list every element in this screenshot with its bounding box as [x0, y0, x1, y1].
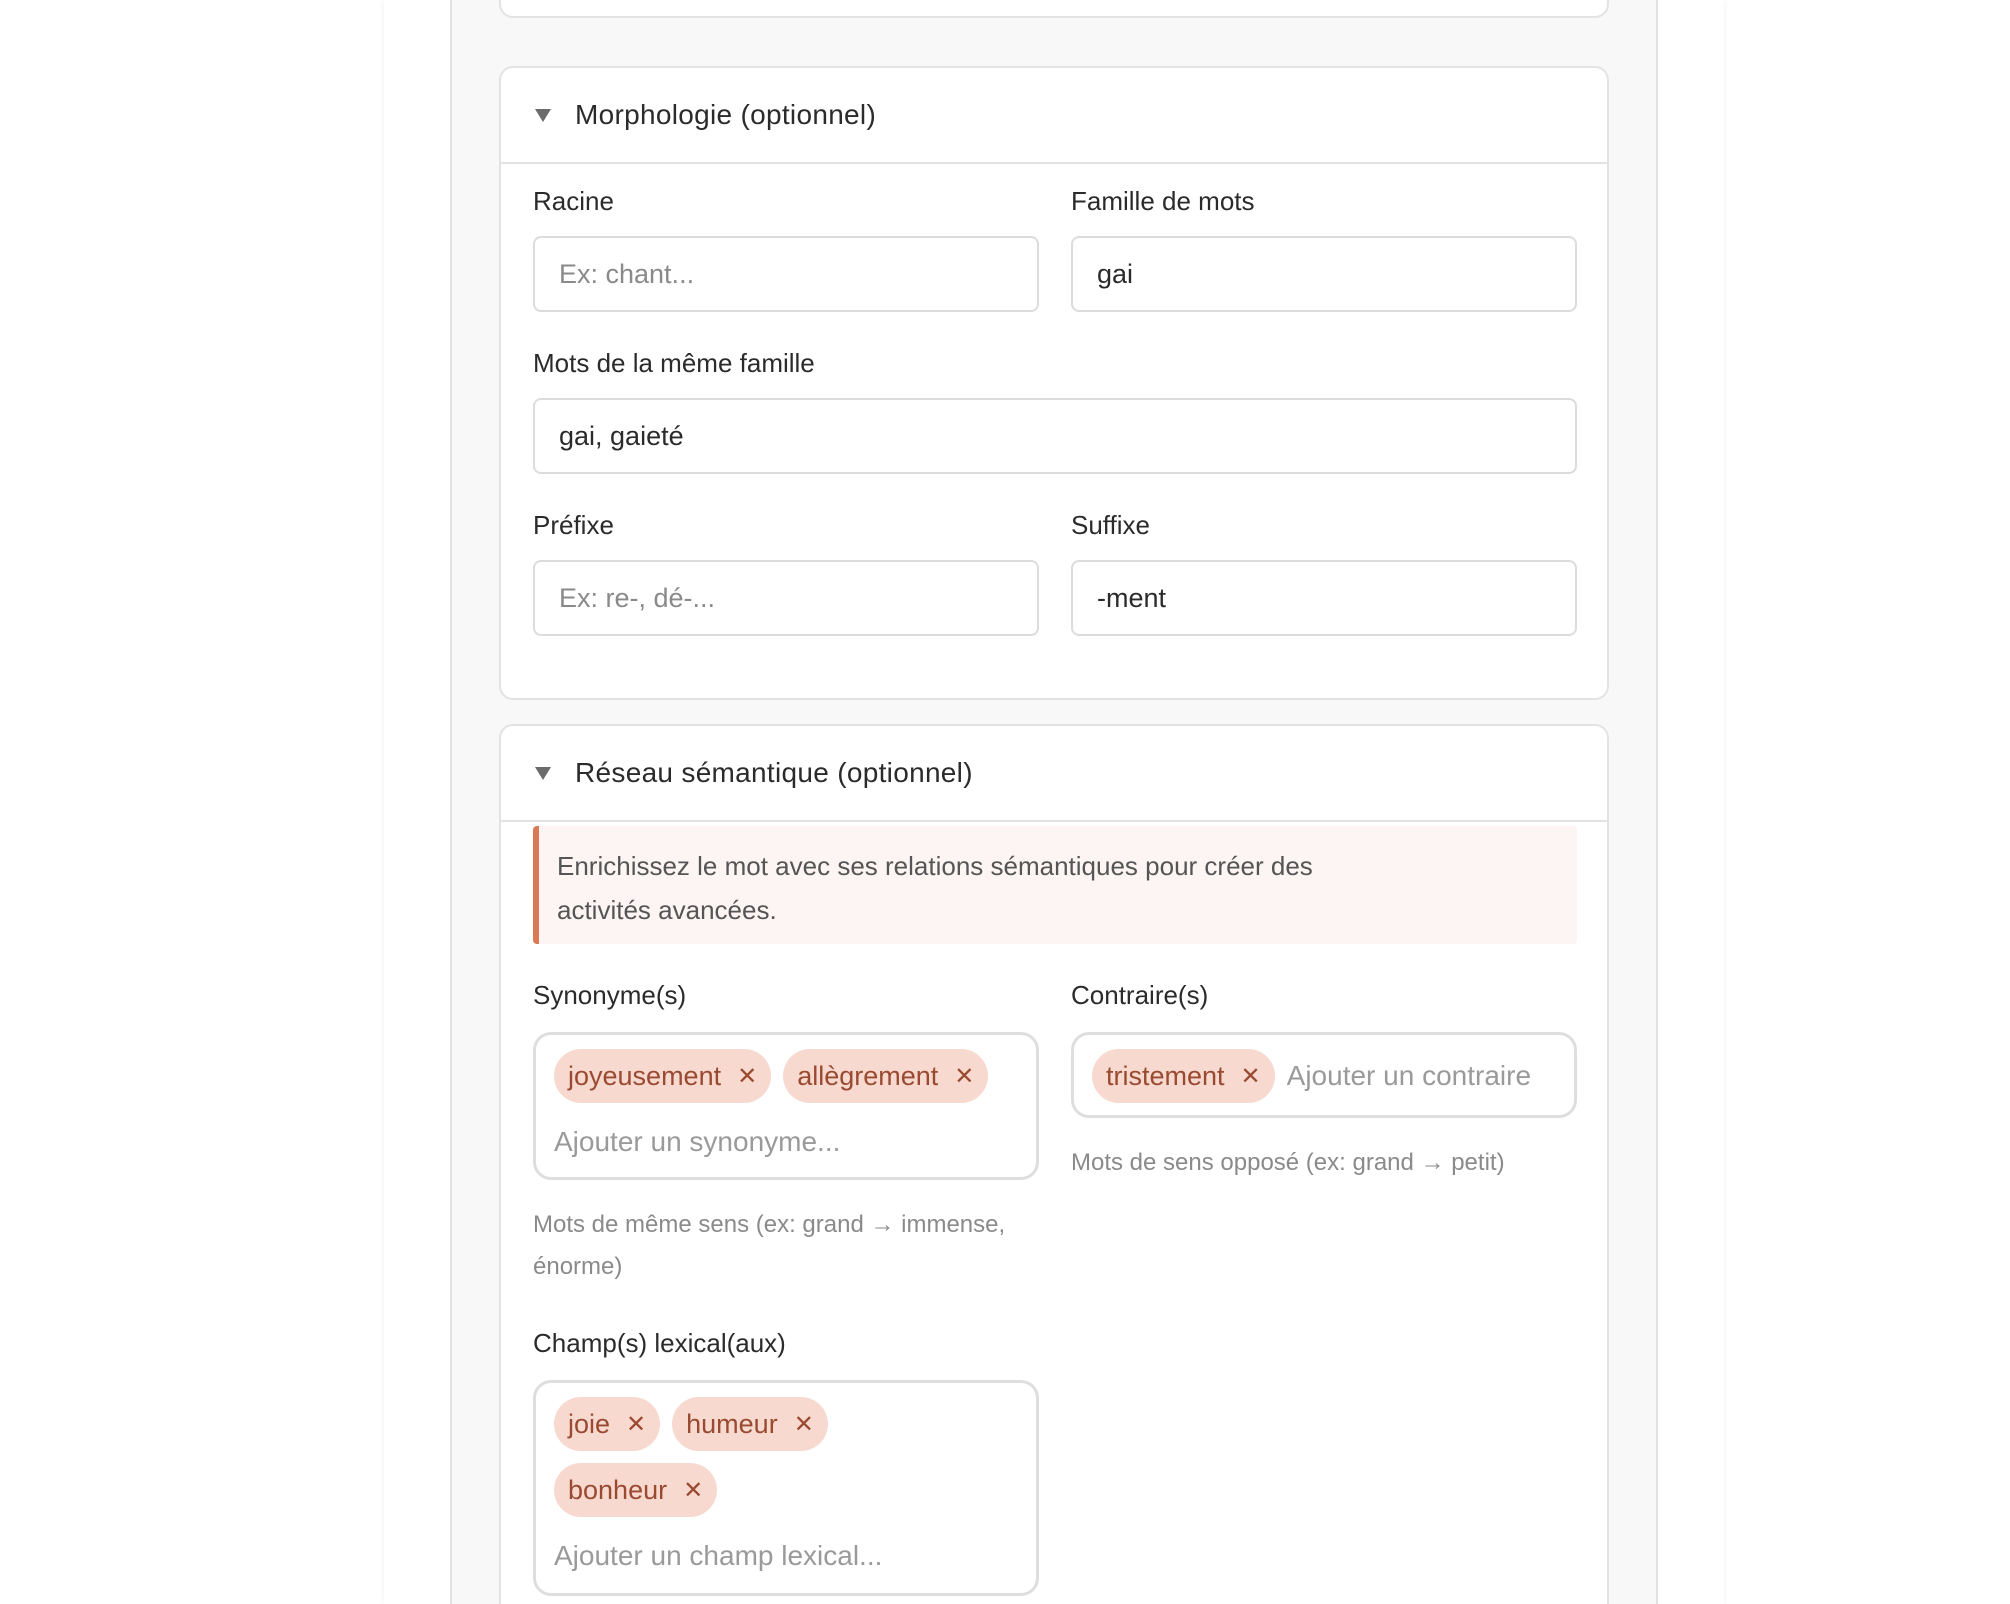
synonyms-tag-input[interactable]: [533, 1032, 1039, 1180]
same-family-input[interactable]: [533, 398, 1577, 474]
lexical-tag[interactable]: [554, 1463, 717, 1517]
previous-section-card: [499, 0, 1609, 18]
antonyms-label: Contraire(s): [1071, 980, 1209, 1010]
root-input[interactable]: [533, 236, 1039, 312]
word-family-input[interactable]: [1071, 236, 1577, 312]
collapse-triangle-icon: [535, 109, 551, 122]
lexical-tag-label: bonheur: [568, 1474, 668, 1505]
synonyms-hint-line1: Mots de même sens (ex: grand → immense,: [533, 1211, 1006, 1238]
semantic-title: Réseau sémantique (optionnel): [575, 757, 973, 788]
synonyms-label: Synonyme(s): [533, 980, 687, 1010]
word-family-label: Famille de mots: [1071, 186, 1255, 216]
remove-tag-icon[interactable]: ✕: [626, 1410, 647, 1438]
antonym-tag[interactable]: [1092, 1049, 1275, 1103]
lexical-field-label: Champ(s) lexical(aux): [533, 1328, 786, 1358]
info-text-line2: activités avancées.: [557, 895, 777, 925]
collapse-triangle-icon: [535, 767, 551, 780]
prefix-input[interactable]: [533, 560, 1039, 636]
semantic-info-callout: [533, 826, 1577, 944]
same-family-label: Mots de la même famille: [533, 348, 815, 378]
root-label: Racine: [533, 186, 614, 216]
remove-tag-icon[interactable]: ✕: [683, 1476, 704, 1504]
synonyms-hint-line2: énorme): [533, 1253, 623, 1280]
lexical-tag[interactable]: [672, 1397, 828, 1451]
synonyms-hint: [533, 1204, 1053, 1288]
semantic-network-section: [499, 724, 1609, 1604]
synonym-tag[interactable]: [554, 1049, 771, 1103]
remove-tag-icon[interactable]: ✕: [737, 1062, 758, 1090]
antonym-tag-label: tristement: [1106, 1060, 1225, 1091]
synonym-input[interactable]: [554, 1115, 994, 1169]
lexical-tag-label: humeur: [686, 1408, 778, 1439]
remove-tag-icon[interactable]: ✕: [793, 1410, 814, 1438]
suffix-label: Suffixe: [1071, 510, 1151, 540]
remove-tag-icon[interactable]: ✕: [954, 1062, 975, 1090]
synonym-tag[interactable]: [783, 1049, 988, 1103]
morphology-section-header[interactable]: [501, 68, 1607, 164]
synonym-tag-label: joyeusement: [568, 1060, 722, 1091]
lexical-tag[interactable]: [554, 1397, 660, 1451]
lexical-field-tag-input[interactable]: [533, 1380, 1039, 1596]
semantic-section-header[interactable]: [501, 726, 1607, 822]
morphology-title: Morphologie (optionnel): [575, 99, 877, 130]
synonym-tag-label: allègrement: [797, 1060, 939, 1091]
lexical-field-input[interactable]: [554, 1529, 994, 1583]
antonyms-tag-input[interactable]: [1071, 1032, 1577, 1118]
antonyms-hint: Mots de sens opposé (ex: grand → petit): [1071, 1149, 1505, 1176]
info-text-line1: Enrichissez le mot avec ses relations sémantiques pour créer des: [557, 851, 1313, 881]
morphology-section: [499, 66, 1609, 700]
suffix-input[interactable]: [1071, 560, 1577, 636]
prefix-label: Préfixe: [533, 510, 614, 540]
lexical-tag-label: joie: [568, 1408, 611, 1439]
remove-tag-icon[interactable]: ✕: [1240, 1062, 1261, 1090]
antonym-input[interactable]: [1287, 1049, 1547, 1103]
